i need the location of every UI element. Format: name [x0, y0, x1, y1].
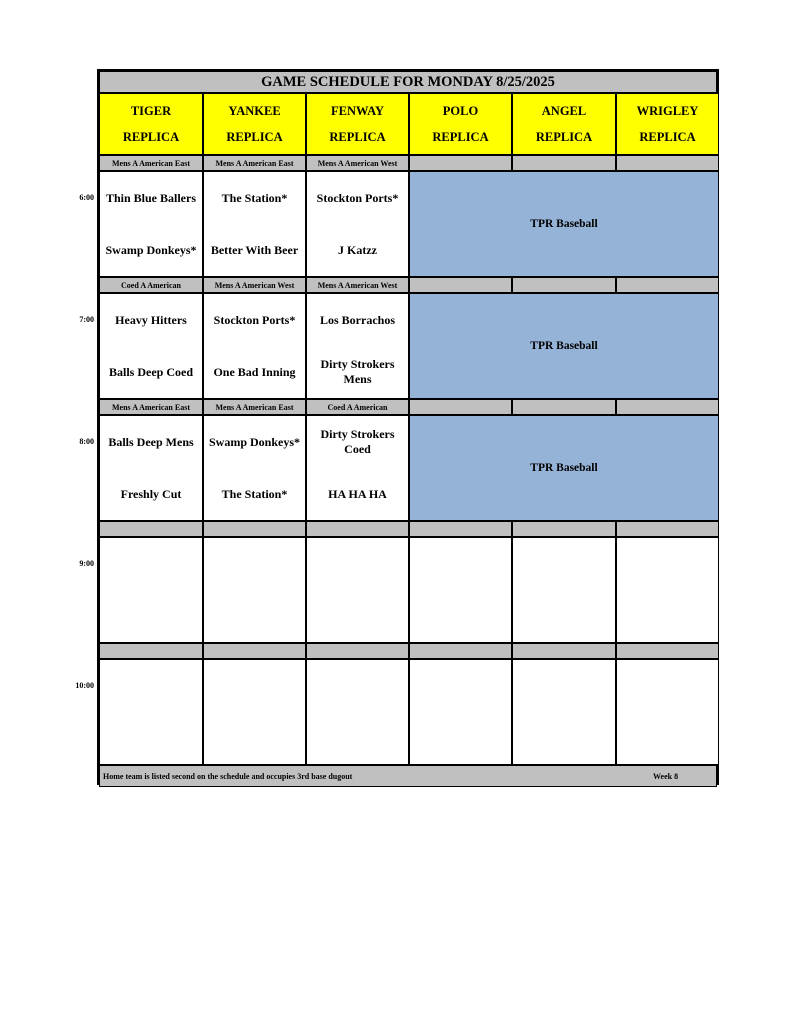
- home-team-name: Better With Beer: [210, 242, 299, 257]
- field-type: REPLICA: [122, 130, 180, 144]
- division-label: [616, 399, 719, 415]
- home-team-name: Swamp Donkeys*: [105, 242, 197, 257]
- away-team: [100, 172, 202, 224]
- home-team: [100, 468, 202, 520]
- home-team: [307, 468, 408, 520]
- home-team: [204, 346, 305, 398]
- field-name: WRIGLEY: [636, 104, 699, 118]
- game-cell: [203, 537, 306, 643]
- division-label: Mens A American West: [203, 277, 306, 293]
- away-team: [307, 294, 408, 346]
- field-header-tiger: [99, 93, 203, 155]
- division-label: [616, 521, 719, 537]
- game-cell: [203, 171, 306, 277]
- game-cell: [306, 415, 409, 521]
- away-team: [204, 416, 305, 468]
- empty-game-cell: [409, 659, 512, 765]
- away-team-name: Dirty Strokers Coed: [320, 427, 395, 456]
- time-label: 6:00: [79, 193, 94, 202]
- home-team: [100, 346, 202, 398]
- empty-game-cell: [409, 537, 512, 643]
- division-label: [616, 643, 719, 659]
- home-team-name: HA HA HA: [328, 486, 387, 501]
- away-team-name: Stockton Ports*: [316, 190, 399, 205]
- empty-game-cell: [616, 537, 719, 643]
- away-team-name: Thin Blue Ballers: [105, 190, 197, 205]
- field-header-fenway: [306, 93, 409, 155]
- division-label: [512, 521, 616, 537]
- away-team-name: Los Borrachos: [320, 312, 395, 327]
- division-label: [616, 277, 719, 293]
- division-label: [409, 643, 512, 659]
- away-team: [100, 294, 202, 346]
- division-label: [99, 521, 203, 537]
- field-name: POLO: [442, 104, 479, 118]
- division-label: [409, 277, 512, 293]
- home-team-name: Freshly Cut: [120, 486, 182, 501]
- week-label: Week 8: [653, 772, 679, 781]
- field-type: REPLICA: [639, 130, 696, 144]
- game-cell: [306, 293, 409, 399]
- division-label: [306, 643, 409, 659]
- away-team-name: Balls Deep Mens: [108, 434, 194, 449]
- division-label: [512, 643, 616, 659]
- division-label: [99, 643, 203, 659]
- division-label: [203, 643, 306, 659]
- empty-game-cell: [616, 659, 719, 765]
- field-name: ANGEL: [541, 104, 587, 118]
- away-team: [307, 416, 408, 468]
- schedule-title: GAME SCHEDULE FOR MONDAY 8/25/2025: [99, 71, 717, 93]
- footer-note: Home team is listed second on the schedule and occupies 3rd base dugout: [103, 771, 353, 781]
- home-team: [204, 224, 305, 276]
- field-header-angel: [512, 93, 616, 155]
- away-team: [204, 172, 305, 224]
- game-cell: [99, 415, 203, 521]
- division-label: [512, 155, 616, 171]
- tpr-baseball-block: TPR Baseball: [409, 293, 719, 399]
- away-team: [307, 172, 408, 224]
- division-label: Mens A American East: [99, 155, 203, 171]
- field-type: REPLICA: [226, 130, 283, 144]
- game-cell: [99, 293, 203, 399]
- empty-game-cell: [512, 537, 616, 643]
- empty-game-cell: [512, 659, 616, 765]
- time-label: 10:00: [75, 681, 94, 690]
- away-team: [204, 294, 305, 346]
- time-label: 9:00: [79, 559, 94, 568]
- time-label: 7:00: [79, 315, 94, 324]
- division-label: [616, 155, 719, 171]
- home-team: [307, 346, 408, 398]
- field-name: YANKEE: [228, 104, 281, 118]
- field-type: REPLICA: [329, 130, 386, 144]
- away-team-name: Stockton Ports*: [213, 312, 296, 327]
- field-type: REPLICA: [535, 130, 593, 144]
- division-label: Mens A American East: [99, 399, 203, 415]
- home-team-name: J Katzz: [338, 242, 377, 257]
- away-team-name: The Station*: [221, 190, 288, 205]
- home-team-name: Dirty Strokers Mens: [320, 357, 395, 386]
- division-label: Coed A American: [306, 399, 409, 415]
- division-label: Mens A American West: [306, 155, 409, 171]
- division-label: [306, 521, 409, 537]
- division-label: [409, 521, 512, 537]
- division-label: [409, 399, 512, 415]
- schedule-table: [97, 69, 719, 785]
- division-label: [203, 521, 306, 537]
- footer-row: [99, 765, 717, 787]
- game-cell: [203, 659, 306, 765]
- game-cell: [306, 659, 409, 765]
- game-cell: [203, 293, 306, 399]
- tpr-baseball-block: TPR Baseball: [409, 415, 719, 521]
- division-label: Coed A American: [99, 277, 203, 293]
- home-team: [307, 224, 408, 276]
- division-label: Mens A American West: [306, 277, 409, 293]
- home-team: [100, 224, 202, 276]
- division-label: Mens A American East: [203, 155, 306, 171]
- time-label: 8:00: [79, 437, 94, 446]
- game-cell: [99, 659, 203, 765]
- home-team: [204, 468, 305, 520]
- game-cell: [99, 171, 203, 277]
- division-label: [409, 155, 512, 171]
- game-cell: [203, 415, 306, 521]
- division-label: [512, 277, 616, 293]
- game-cell: [306, 537, 409, 643]
- division-label: Mens A American East: [203, 399, 306, 415]
- field-header-yankee: [203, 93, 306, 155]
- field-header-wrigley: [616, 93, 719, 155]
- game-cell: [99, 537, 203, 643]
- home-team-name: Balls Deep Coed: [109, 364, 193, 379]
- away-team-name: Swamp Donkeys*: [208, 434, 301, 449]
- field-type: REPLICA: [432, 130, 489, 144]
- tpr-baseball-block: TPR Baseball: [409, 171, 719, 277]
- field-name: FENWAY: [330, 104, 385, 118]
- home-team-name: The Station*: [221, 486, 288, 501]
- away-team-name: Heavy Hitters: [115, 312, 187, 327]
- division-label: [512, 399, 616, 415]
- away-team: [100, 416, 202, 468]
- field-name: TIGER: [130, 104, 172, 118]
- home-team-name: One Bad Inning: [213, 364, 296, 379]
- game-cell: [306, 171, 409, 277]
- field-header-polo: [409, 93, 512, 155]
